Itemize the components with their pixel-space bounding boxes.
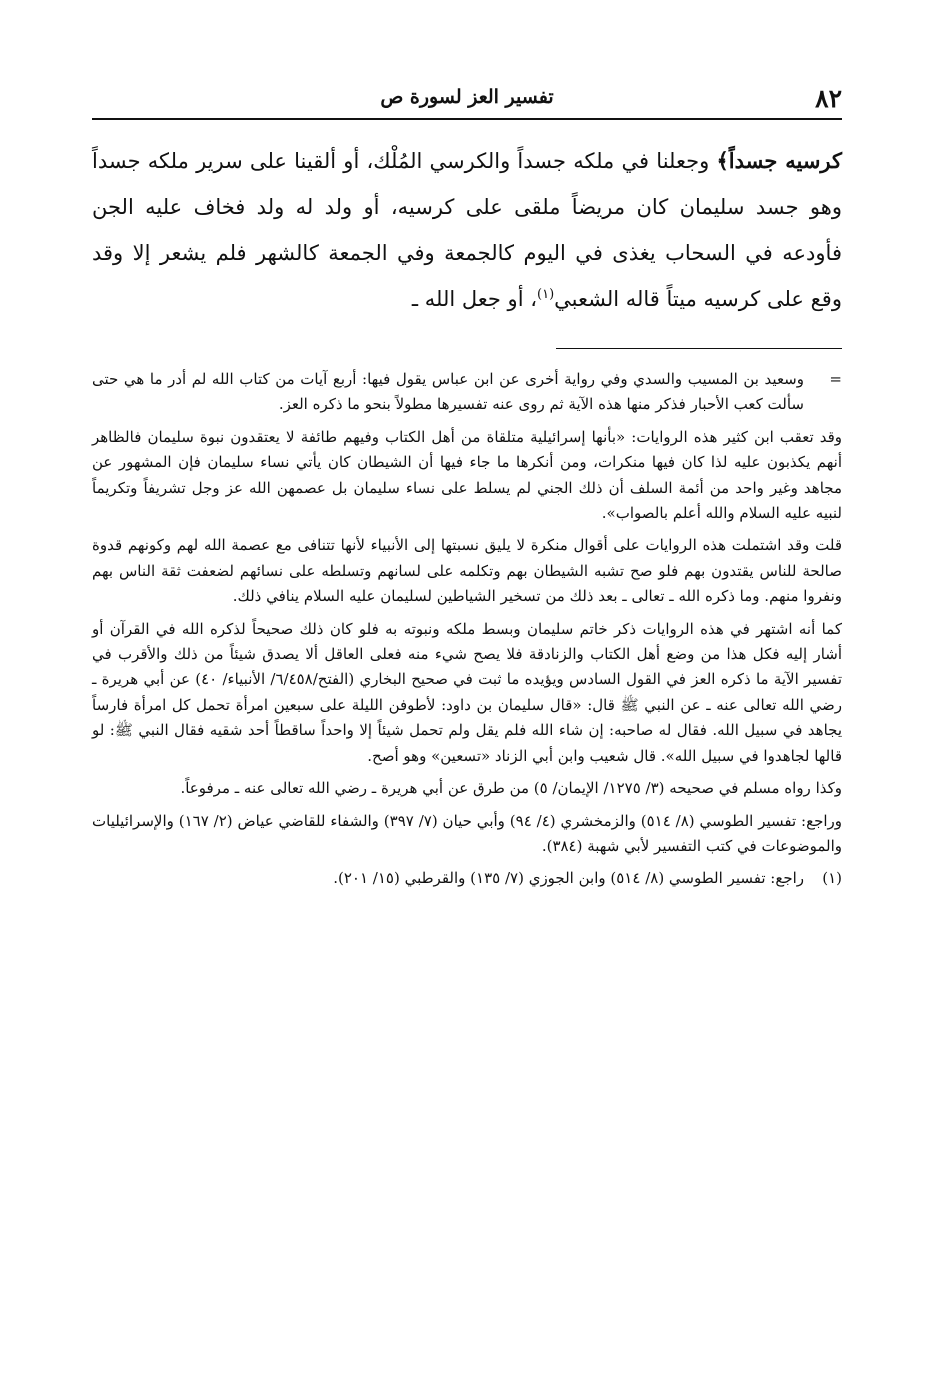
page-header bbox=[92, 80, 842, 120]
footnote-paragraph: وقد تعقب ابن كثير هذه الروايات: «بأنها إسرائيلية متلقاة من أهل الكتاب وفيهم طائفة لا يعتقدون نبوة سليمان فالظاهر أنهم يكذبون عليه لذا كان فيها منكرات، ومن أنكرها ما جاء فيها أن الشيطان كان يأتي نساء سليمان فإن المشهور عن مجاهد وغير واحد من أئمة السلف أن ذلك الجني لم يسلط على نساء سليمان بل عصمهن الله عز وجل تشريفاً وتكريماً لنبيه عليه السلام والله أعلم بالصواب». bbox=[92, 427, 842, 523]
main-text-opening: كرسيه جسداً﴾ bbox=[716, 148, 843, 173]
footnote-paragraph: قلت وقد اشتملت هذه الروايات على أقوال منكرة لا يليق نسبتها إلى الأنبياء لأنها تتنافى مع عصمة الله لهم وكونهم قدوة صالحة للناس يقتدون بهم فلو صح تشبه الشيطان بهم وتكلمه على لسانهم وتسلطه على نسائهم لضعفت ثقة الناس بهم ونفروا منهم. وما ذكره الله ـ تعالى ـ بعد ذلك من تسخير الشياطين لسليمان عليه السلام ينافي ذلك. bbox=[92, 536, 842, 606]
footnote-paragraph: كما أنه اشتهر في هذه الروايات ذكر خاتم سليمان وبسط ملكه ونبوته به فلو كان ذلك صحيحاً لذكره الله في القرآن أو أشار إليه فكل هذا من وضع أهل الكتاب والزنادقة فلا يصح شيء منه فعلى العاقل ألا يصدق شيئاً من ذلك والأقرب في تفسير الآية ما ذكره العز في القول السادس ويؤيده ما ثبت في صحيح البخاري (الفتح/٦/٤٥٨/ الأنبياء/ ٤٠) عن أبي هريرة ـ رضي الله تعالى عنه ـ عن النبي ﷺ قال: «قال سليمان بن داود: لأطوفن الليلة على سبعين امرأة تحمل كل امرأة فارساً يجاهد في سبيل الله. فقال له صاحبه: إن شاء الله فلم يقل ولم تحمل شيئاً إلا واحداً ساقطاً أحد شقيه فقال النبي ﷺ: لو قالها لجاهدوا في سبيل الله». قال شعيب وابن أبي الزناد «تسعين» وهو أصح. bbox=[92, 619, 843, 765]
continuation-marker: = bbox=[829, 370, 842, 388]
footnote-1 bbox=[92, 866, 842, 891]
main-text-tail: ، أو جعل الله ـ bbox=[411, 287, 537, 311]
main-text-body: وجعلنا في ملكه جسداً والكرسي المُلْك، أو ألقينا على سرير ملكه جسداً وهو جسد سليمان كان مريضاً ملقى على كرسيه، أو ولد له ولد فخاف عليه الجن فأودعه في السحاب يغذى في اليوم كالجمعة وفي الجمعة كالشهر فلم يشعر إلا وقد وقع على كرسيه ميتاً قاله الشعبي bbox=[92, 149, 842, 311]
page-number: ٨٢ bbox=[815, 84, 842, 113]
footnote-paragraph: وراجع: تفسير الطوسي (٨/ ٥١٤) والزمخشري (٤/ ٩٤) وأبي حيان (٧/ ٣٩٧) والشفاء للقاضي عياض (٢/ ١٦٧) والإسرائيليات والموضوعات في كتب التفسير لأبي شهبة (٣٨٤). bbox=[92, 811, 843, 855]
running-title: تفسير العز لسورة ص bbox=[380, 86, 554, 108]
book-page bbox=[92, 80, 842, 899]
footnotes bbox=[92, 367, 842, 892]
footnote-continuation bbox=[92, 367, 842, 418]
footnote-separator bbox=[556, 348, 842, 349]
footnote-1-text: راجع: تفسير الطوسي (٨/ ٥١٤) وابن الجوزي (٧/ ١٣٥) والقرطبي (١٥/ ٢٠١). bbox=[333, 869, 804, 888]
footnote-number: (١) bbox=[822, 869, 842, 888]
main-text bbox=[92, 138, 842, 322]
continuation-text: وسعيد بن المسيب والسدي وفي رواية أخرى عن ابن عباس يقول فيها: أربع آيات من كتاب الله لم أدر ما هي حتى سألت كعب الأحبار فذكر منها هذه الآية ثم روى عنه تفسيرها مطولاً بنحو ما ذكره العز. bbox=[92, 370, 804, 414]
footnote-paragraph: وكذا رواه مسلم في صحيحه (٣/ ١٢٧٥/ الإيمان/ ٥) من طرق عن أبي هريرة ـ رضي الله تعالى عنه ـ مرفوعاً. bbox=[180, 779, 842, 798]
footnote-reference[interactable]: (١) bbox=[537, 287, 555, 302]
